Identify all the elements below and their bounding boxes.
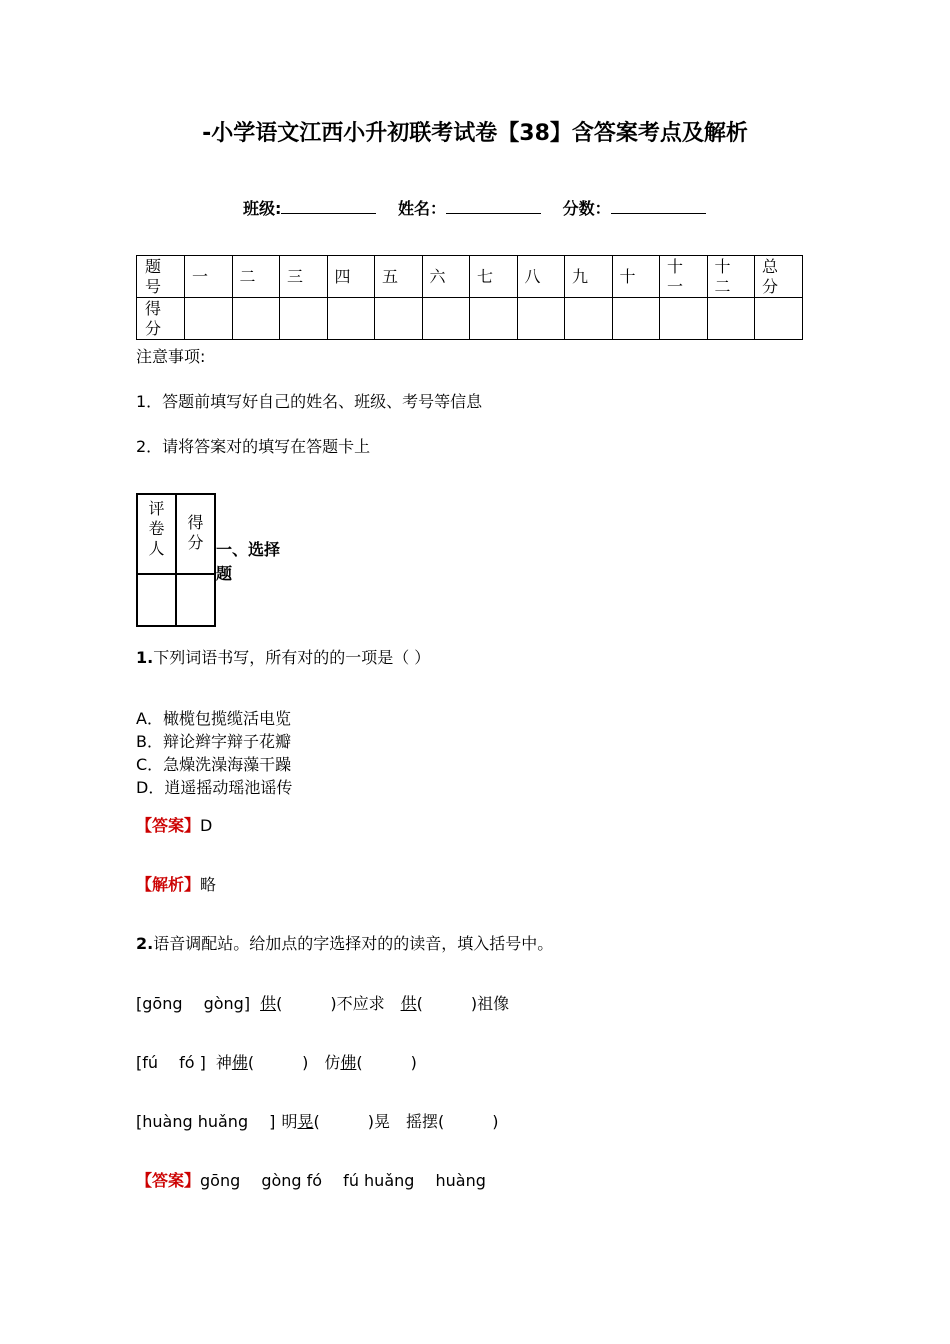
- q1-option-c: C．急燥洗澡海藻干躁: [136, 755, 292, 774]
- q1-analysis-label: 【解析】: [136, 875, 201, 894]
- student-info: [243, 196, 722, 219]
- score-table-col: 十二: [707, 256, 755, 298]
- q2-answer: gōng gòng fó fú huǎng huàng: [200, 1171, 486, 1190]
- score-cell[interactable]: [470, 298, 518, 340]
- q2-line-2: [136, 1050, 417, 1073]
- q1-analysis-line: [136, 872, 216, 895]
- q1-option-b: B．辩论辫字辩子花瓣: [136, 732, 291, 751]
- q2-line2-text1: ( ): [247, 1053, 309, 1072]
- section-title: 一、选择题: [216, 540, 281, 583]
- score-table-header-label: 题号: [137, 256, 185, 298]
- score-table-col: 五: [375, 256, 423, 298]
- score-cell[interactable]: [755, 298, 803, 340]
- score-cell[interactable]: [375, 298, 423, 340]
- score-table-col: 四: [327, 256, 375, 298]
- name-blank[interactable]: [446, 197, 541, 214]
- score-cell[interactable]: [707, 298, 755, 340]
- score-cell[interactable]: [422, 298, 470, 340]
- q2-line1-word2: 供: [400, 994, 417, 1013]
- score-table-score-row: [137, 298, 803, 340]
- reviewer-cell[interactable]: [137, 574, 176, 626]
- score-table-header-row: [137, 256, 803, 298]
- q1-answer-line: [136, 813, 212, 836]
- q2-line3-prefix1: 明: [281, 1112, 298, 1131]
- score-cell[interactable]: [612, 298, 660, 340]
- q2-stem: 语音调配站。给加点的字选择对的的读音，填入括号中。: [153, 934, 554, 953]
- grader-score-cell[interactable]: [176, 574, 215, 626]
- q2-line-1: [136, 991, 509, 1014]
- score-table-col: 十: [612, 256, 660, 298]
- class-label: 班级:: [243, 199, 282, 218]
- score-cell[interactable]: [185, 298, 233, 340]
- q2-line2-pinyin: [fú fó ]: [136, 1053, 206, 1072]
- q1-option-a: A．橄榄包揽缆活电览: [136, 709, 291, 728]
- score-table-col: 六: [422, 256, 470, 298]
- q1-analysis: 略: [200, 875, 217, 894]
- score-cell[interactable]: [232, 298, 280, 340]
- q1-option-d: D．逍遥摇动瑶池谣传: [136, 778, 293, 797]
- score-table-col: 一: [185, 256, 233, 298]
- q1-stem-line: [136, 645, 430, 668]
- score-table-row-label: 得分: [137, 298, 185, 340]
- q2-line3-pinyin: [huàng huǎng ]: [136, 1112, 276, 1131]
- q2-line2-word1: 佛: [231, 1053, 248, 1072]
- page-title: -小学语文江西小升初联考试卷【38】含答案考点及解析: [202, 121, 748, 146]
- score-blank[interactable]: [611, 197, 706, 214]
- score-table-col: 二: [232, 256, 280, 298]
- q1-number: 1.: [136, 648, 154, 667]
- score-cell[interactable]: [565, 298, 613, 340]
- score-table-col: 三: [280, 256, 328, 298]
- q1-answer: D: [200, 816, 213, 835]
- q2-line2-text2: ( ): [356, 1053, 417, 1072]
- score-table-col: 七: [470, 256, 518, 298]
- q2-line2-prefix1: 神: [215, 1053, 232, 1072]
- score-table-col: 九: [565, 256, 613, 298]
- score-label: 分数：: [562, 199, 611, 218]
- q2-line3-text2: 摇摆( ): [405, 1112, 499, 1131]
- notice-heading: 注意事项:: [136, 347, 206, 366]
- q1-stem: 下列词语书写，所有对的的一项是（ ）: [153, 648, 431, 667]
- q2-stem-line: [136, 931, 553, 954]
- score-cell[interactable]: [280, 298, 328, 340]
- score-table-col: 八: [517, 256, 565, 298]
- q2-line1-word1: 供: [260, 994, 277, 1013]
- reviewer-label: 评卷人: [137, 494, 176, 574]
- notice-item-2: 2．请将答案对的填写在答题卡上: [136, 437, 371, 456]
- q2-line1-pinyin: [gōng gòng]: [136, 994, 251, 1013]
- score-cell[interactable]: [660, 298, 708, 340]
- q2-answer-line: [136, 1168, 486, 1191]
- name-label: 姓名：: [397, 199, 446, 218]
- class-blank[interactable]: [281, 197, 376, 214]
- q2-answer-label: 【答案】: [136, 1171, 201, 1190]
- score-cell[interactable]: [327, 298, 375, 340]
- q2-line2-word2: 佛: [340, 1053, 357, 1072]
- score-cell[interactable]: [517, 298, 565, 340]
- score-table-col: 总分: [755, 256, 803, 298]
- q2-line3-text1: ( )晃: [313, 1112, 390, 1131]
- q2-line-3: [136, 1109, 498, 1132]
- q2-line1-text1: ( )不应求: [276, 994, 385, 1013]
- q2-line2-prefix2: 仿: [324, 1053, 341, 1072]
- notice-item-1: 1．答题前填写好自己的姓名、班级、考号等信息: [136, 392, 483, 411]
- q1-answer-label: 【答案】: [136, 816, 201, 835]
- score-table: [136, 255, 803, 340]
- grader-score-label: 得分: [176, 494, 215, 574]
- score-table-col: 十一: [660, 256, 708, 298]
- grader-box: [136, 493, 216, 627]
- q2-line1-text2: ( )祖像: [416, 994, 510, 1013]
- q2-number: 2.: [136, 934, 154, 953]
- q2-line3-word1: 晃: [297, 1112, 314, 1131]
